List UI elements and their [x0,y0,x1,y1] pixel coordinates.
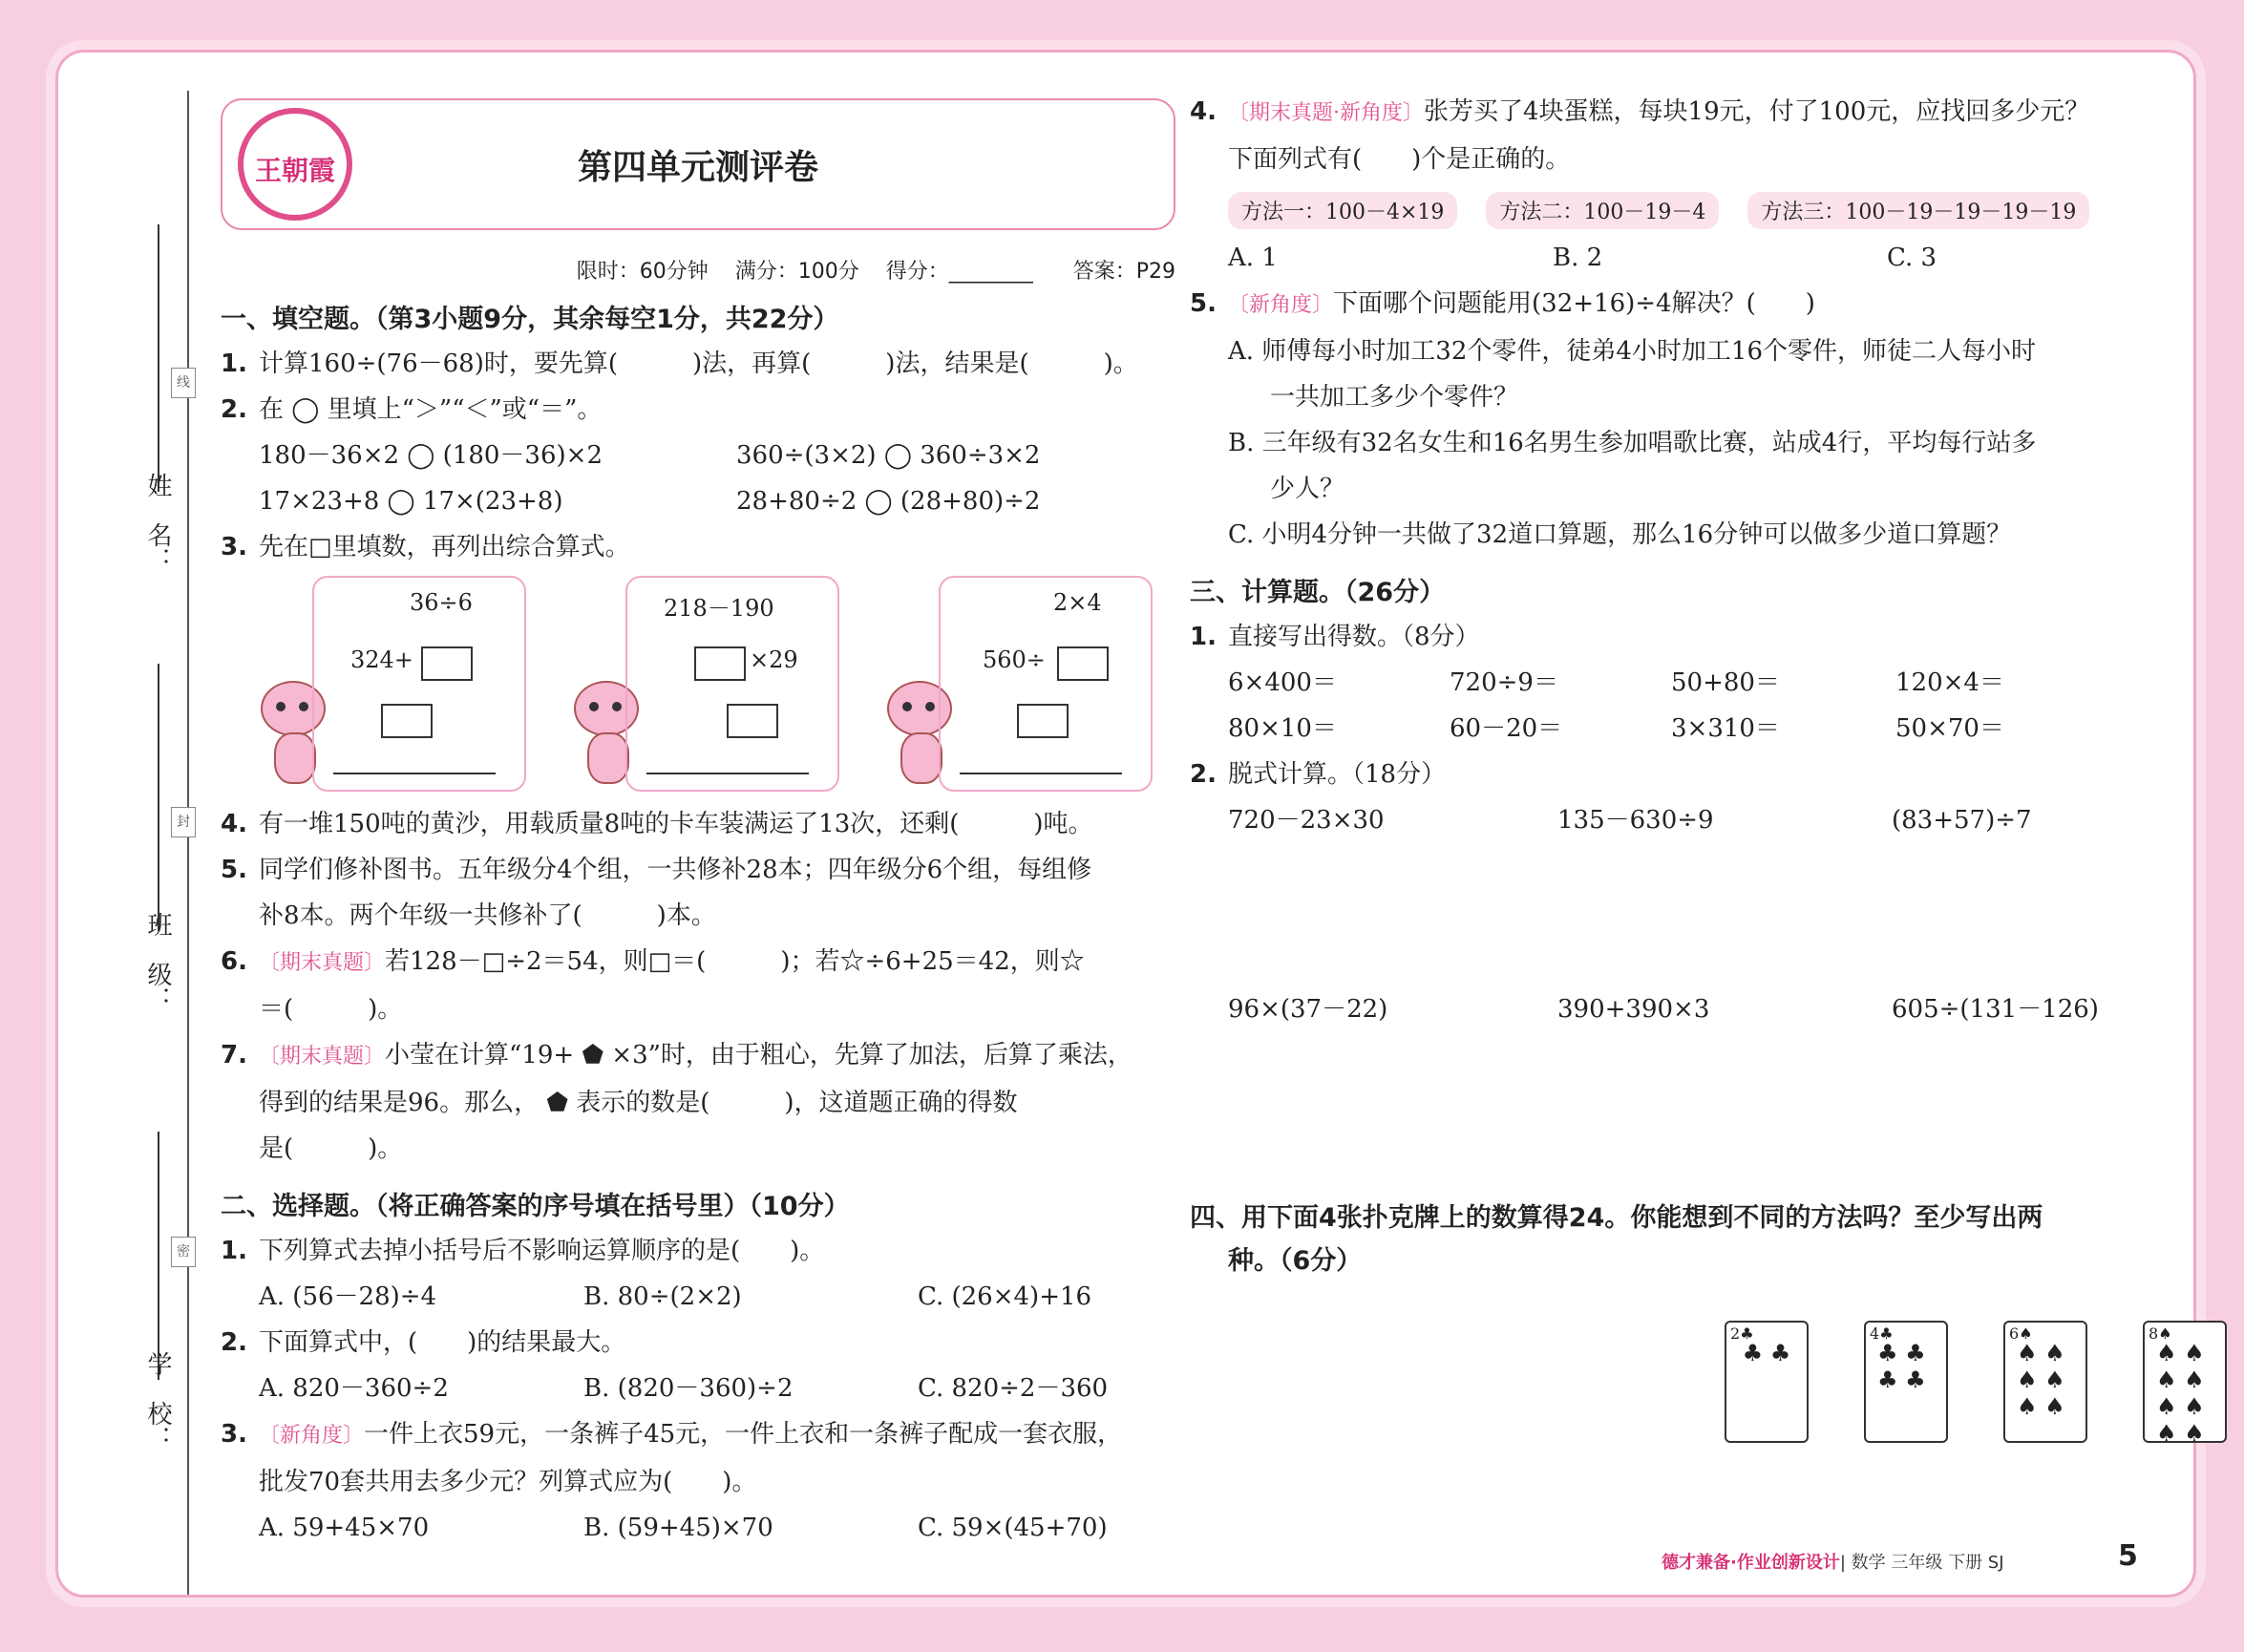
option-b[interactable]: B. (59+45)×70 [583,1514,773,1542]
d2-box-top[interactable] [694,646,746,681]
d1-box-bottom[interactable] [381,704,433,738]
footer [1662,1549,2004,1574]
school-label: 学 校： [143,1351,172,1451]
s1-q1: 1. 计算160÷(76－68)时，要先算( )法，再算( )法，结果是( )。 [221,349,1138,378]
page-title: 第四单元测评卷 [577,148,818,187]
calc-item: 720÷9＝ [1450,668,1558,697]
s3-q2-row2 [1190,986,2145,1168]
s1-q7a: 小莹在计算“19+ ⬟ ×3”时，由于粗心，先算了加法，后算了乘法， [385,1041,1133,1070]
poker-cards [1725,1321,2227,1447]
s1-q1-text: 计算160÷(76－68)时，要先算( )法，再算( )法，结果是( )。 [259,349,1138,378]
s2-q3: 3. 〔新角度〕一件上衣59元，一条裤子45元，一件上衣和一条裤子配成一套衣服， [221,1420,1123,1449]
exam-meta [221,255,1175,285]
section-3-heading: 三、计算题。（26分） [1190,578,1446,607]
method-3: 方法三：100－19－19－19－19 [1747,192,2089,229]
method-2: 方法二：100－19－4 [1486,192,1719,229]
calc-item: 80×10＝ [1228,714,1337,743]
option-b[interactable]: B. (820－360)÷2 [583,1374,794,1403]
score-field[interactable]: 得分：________ [885,260,1033,284]
full-score: 满分：100分 [734,260,859,284]
d1-answer-line[interactable] [333,773,496,774]
spade-icon: ♠ ♠ ♠ ♠ ♠ ♠ ♠ ♠ [2156,1340,2205,1447]
calc-item: 135－630÷9 [1557,806,1714,835]
s3-q1-row1 [1190,660,2145,706]
option-c[interactable]: C. 3 [1887,244,1937,272]
name-label: 姓 名： [143,473,172,572]
calc-item: 605÷(131－126) [1892,995,2099,1024]
logo-text: 王朝霞 [254,155,335,186]
s1-q6-cont: ＝( )。 [259,995,403,1024]
s2-q1-options [221,1274,1175,1320]
right-column [1190,89,2205,1447]
option-c[interactable]: C. 59×(45+70) [918,1514,1108,1542]
s1-q2-row1 [221,433,1175,478]
calc-item: 50×70＝ [1895,714,2004,743]
d3-box-top[interactable] [1057,646,1109,681]
method-1: 方法一：100－4×19 [1228,192,1457,229]
s1-q7-cont2: 是( )。 [259,1134,403,1163]
d1-box-top[interactable] [421,646,473,681]
d2-top-expr: 218－190 [664,595,774,622]
s2-q5-optB-cont: 少人？ [1270,475,1345,503]
class-label: 班 级： [143,912,172,1011]
title-box [221,98,1175,230]
s2-q2: 2. 下面算式中，( )的结果最大。 [221,1328,626,1357]
s1-q5a: 同学们修补图书。五年级分4个组，一共修补28本；四年级分6个组，每组修 [259,856,1092,884]
binding-rule [187,91,189,1595]
diagram-3 [939,576,1153,792]
calc-item: 50+80＝ [1671,668,1780,697]
s3-q2-row1 [1190,797,2145,986]
calc-item: 60－20＝ [1450,714,1563,743]
d2-answer-line[interactable] [646,773,809,774]
card-8-spades: 8♠ ♠ ♠ ♠ ♠ ♠ ♠ ♠ ♠ [2143,1321,2227,1443]
calc-item: 6×400＝ [1228,668,1337,697]
option-a[interactable]: A. 1 [1228,244,1278,272]
seal-tag-seal: 封 [171,807,196,837]
answer-ref: 答案：P29 [1072,260,1175,284]
seal-tag-line: 线 [171,368,196,398]
club-icon: ♣ ♣ [1742,1340,1791,1366]
s1-q6: 6. 〔期末真题〕若128－□÷2＝54，则□＝( )；若☆÷6+25＝42，则☆ [221,947,1085,976]
s1-q7-tag: 〔期末真题〕 [259,1045,386,1069]
calc-item: 120×4＝ [1895,668,2004,697]
section-4-heading-cont: 种。（6分） [1228,1246,1363,1276]
name-line [158,224,159,492]
section-1-heading: 一、填空题。（第3小题9分，其余每空1分，共22分） [221,305,839,334]
option-c[interactable]: C. (26×4)+16 [918,1282,1092,1311]
page-number: 5 [2118,1539,2138,1573]
s1-q4: 4. 有一堆150吨的黄沙，用载质量8吨的卡车装满运了13次，还剩( )吨。 [221,810,1093,838]
seal-tag-secret: 密 [171,1237,196,1267]
s2-q5-optB[interactable]: B. 三年级有32名女生和16名男生参加唱歌比赛，站成4行，平均每行站多 [1228,429,2037,457]
s2-q5-tag: 〔新角度〕 [1228,293,1334,317]
s1-q5-cont: 补8本。两个年级一共修补了( )本。 [259,901,716,930]
calc-item: (83+57)÷7 [1892,806,2032,835]
diagram-1 [312,576,526,792]
paper [55,50,2205,1598]
d1-top-expr: 36÷6 [410,589,473,616]
d3-box-bottom[interactable] [1017,704,1069,738]
s2-q4-cont: 下面列式有( )个是正确的。 [1228,145,1571,174]
footer-brand: 德才兼备·作业创新设计 [1662,1553,1840,1573]
section-2-heading: 二、选择题。（将正确答案的序号填在括号里）（10分） [221,1192,850,1221]
s1-q6-tag: 〔期末真题〕 [259,951,386,975]
spade-icon: ♠ ♠ ♠ ♠ ♠ ♠ [2017,1340,2065,1420]
s1-q7: 7. 〔期末真题〕小莹在计算“19+ ⬟ ×3”时，由于粗心，先算了加法，后算了乘法， [221,1041,1133,1070]
footer-info: | 数学 三年级 下册 SJ [1839,1553,2004,1573]
s2-q3-tag: 〔新角度〕 [259,1424,365,1448]
s1-q6a: 若128－□÷2＝54，则□＝( )；若☆÷6+25＝42，则☆ [385,947,1085,976]
option-a[interactable]: A. 59+45×70 [259,1514,430,1542]
d3-answer-line[interactable] [960,773,1122,774]
q3-diagrams [221,576,1175,795]
s2-q5-optC[interactable]: C. 小明4分钟一共做了32道口算题，那么16分钟可以做多少道口算题？ [1228,520,2012,549]
binding-strip [58,53,192,1595]
s3-q1-text: 直接写出得数。（8分） [1228,623,1480,651]
d2-box-bottom[interactable] [727,704,778,738]
card-6-spades: 6♠ ♠ ♠ ♠ ♠ ♠ ♠ [2003,1321,2087,1443]
methods [1228,192,2145,229]
option-b[interactable]: B. 80÷(2×2) [583,1282,742,1311]
s3-q2-text: 脱式计算。（18分） [1228,760,1447,789]
card-2-clubs: 2♣ ♣ ♣ [1725,1321,1809,1443]
s2-q5-optA-cont: 一共加工多少个零件？ [1270,383,1519,412]
s2-q5: 5. 〔新角度〕下面哪个问题能用(32+16)÷4解决？( ) [1190,289,1815,318]
s1-q7-cont1: 得到的结果是96。那么， ⬟ 表示的数是( )，这道题正确的得数 [259,1089,1018,1117]
option-b[interactable]: B. 2 [1553,244,1603,272]
s1-q4-text: 有一堆150吨的黄沙，用载质量8吨的卡车装满运了13次，还剩( )吨。 [259,810,1093,838]
s1-q3: 3. 先在□里填数，再列出综合算式。 [221,533,630,561]
s1-q2c: 17×23+8 ◯ 17×(23+8) [259,487,563,516]
diagram-2 [625,576,839,792]
club-icon: ♣ ♣ ♣ ♣ [1877,1340,1926,1393]
calc-item: 390+390×3 [1557,995,1710,1024]
s1-q2d: 28+80÷2 ◯ (28+80)÷2 [736,487,1041,516]
s2-q2-text: 下面算式中，( )的结果最大。 [259,1328,626,1357]
s2-q3a: 一件上衣59元，一条裤子45元，一件上衣和一条裤子配成一套衣服， [364,1420,1123,1449]
s1-q5: 5. 同学们修补图书。五年级分4个组，一共修补28本；四年级分6个组，每组修 [221,856,1092,884]
option-a[interactable]: A. 820－360÷2 [259,1374,449,1403]
calc-item: 96×(37－22) [1228,995,1388,1024]
calc-item: 3×310＝ [1671,714,1780,743]
s1-q2-row2 [221,478,1175,524]
s2-q1: 1. 下列算式去掉小括号后不影响运算顺序的是( )。 [221,1237,825,1265]
d3-left-expr: 560÷ [983,646,1046,673]
card-4-clubs: 4♣ ♣ ♣ ♣ ♣ [1864,1321,1948,1443]
d3-top-expr: 2×4 [1053,589,1102,616]
s2-q4: 4. 〔期末真题·新角度〕张芳买了4块蛋糕，每块19元，付了100元，应找回多少元？ [1190,97,2090,126]
time-limit: 限时：60分钟 [576,260,709,284]
s3-q2: 2. 脱式计算。（18分） [1190,760,1447,789]
s2-q4-options [1190,235,2145,281]
s1-q2b: 360÷(3×2) ◯ 360÷3×2 [736,441,1041,470]
option-c[interactable]: C. 820÷2－360 [918,1374,1109,1403]
s2-q3-cont: 批发70套共用去多少元？列算式应为( )。 [259,1468,757,1496]
s2-q2-options [221,1366,1175,1411]
class-line [158,664,159,931]
s1-q2: 2. 在 ◯ 里填上“＞”“＜”或“＝”。 [221,395,603,424]
s3-q1: 1. 直接写出得数。（8分） [1190,623,1480,651]
d1-left-expr: 324+ [350,646,413,673]
school-line [158,1132,159,1380]
d2-right-expr: ×29 [750,646,798,673]
s2-q5-text: 下面哪个问题能用(32+16)÷4解决？( ) [1333,289,1815,318]
s2-q3-options [221,1505,1175,1551]
s2-q4-tag: 〔期末真题·新角度〕 [1228,101,1424,125]
s1-q3-text: 先在□里填数，再列出综合算式。 [259,533,630,561]
s2-q5-optA[interactable]: A. 师傅每小时加工32个零件，徒弟4小时加工16个零件，师徒二人每小时 [1228,337,2037,366]
calc-item: 720－23×30 [1228,806,1385,835]
s3-q1-row2 [1190,706,2145,752]
option-a[interactable]: A. (56－28)÷4 [259,1282,437,1311]
s1-q2a: 180－36×2 ◯ (180－36)×2 [259,441,603,470]
left-column [221,98,1175,1551]
s2-q4a: 张芳买了4块蛋糕，每块19元，付了100元，应找回多少元？ [1424,97,2090,126]
s2-q1-text: 下列算式去掉小括号后不影响运算顺序的是( )。 [259,1237,825,1265]
s1-q2-text: 在 ◯ 里填上“＞”“＜”或“＝”。 [259,395,603,424]
section-4-heading: 四、用下面4张扑克牌上的数算得24。你能想到不同的方法吗？至少写出两 [1190,1203,2043,1233]
